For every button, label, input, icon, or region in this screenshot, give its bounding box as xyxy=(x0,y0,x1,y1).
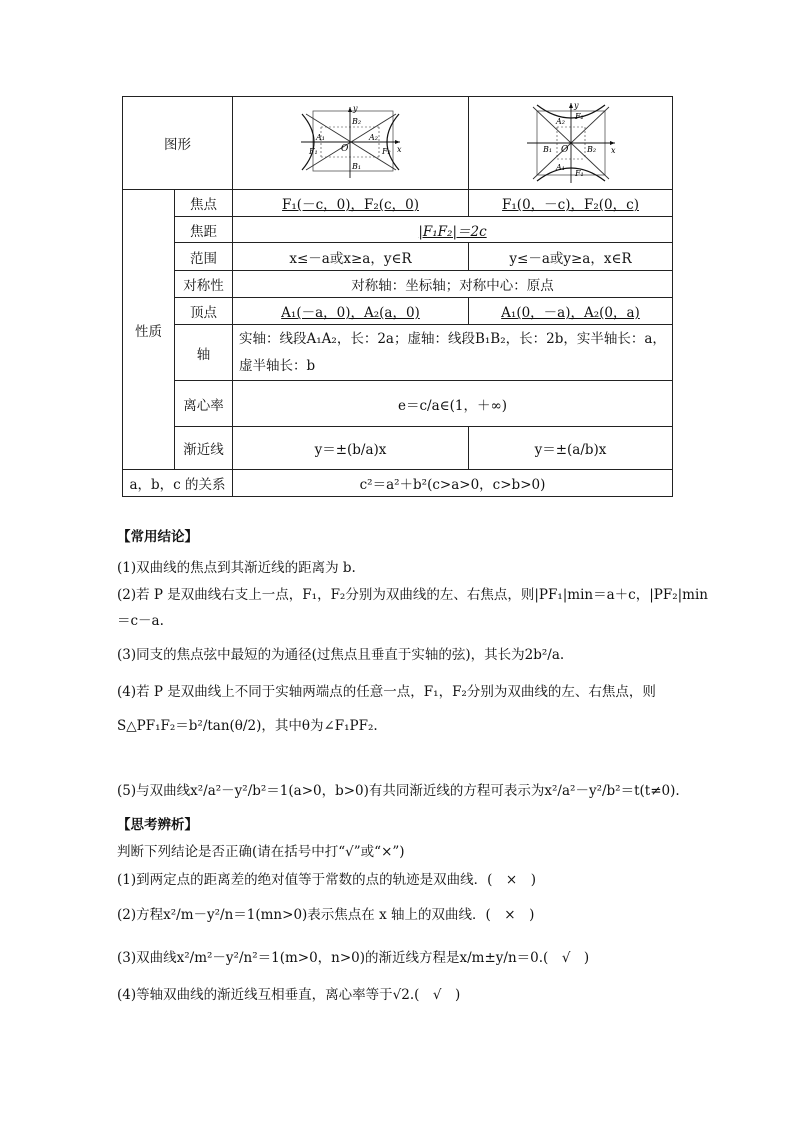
conclusions-heading: 【常用结论】 xyxy=(117,529,198,545)
b2-label: B₂ xyxy=(351,117,361,126)
x-axis-label: x xyxy=(610,146,616,155)
conclusion-4-line-2: S△PF₁F₂＝b²/tan(θ/2)，其中θ为∠F₁PF₂. xyxy=(117,718,378,734)
conclusion-5: (5)与双曲线x²/a²－y²/b²＝1(a>0，b>0)有共同渐近线的方程可表示为x²/a²－y²/b²＝t(t≠0). xyxy=(117,783,680,799)
thinking-heading: 【思考辨析】 xyxy=(117,817,198,833)
b2-label: B₂ xyxy=(586,145,596,154)
thinking-intro: 判断下列结论是否正确(请在括号中打“√”或“×”) xyxy=(117,844,405,860)
origin-label: O xyxy=(560,145,568,155)
a2-label: A₂ xyxy=(555,117,565,126)
focus-vertical: F₁(0，－c)，F₂(0，c) xyxy=(469,190,673,217)
conclusion-3: (3)同支的焦点弦中最短的为通径(过焦点且垂直于实轴的弦)，其长为2b²/a. xyxy=(117,647,565,663)
axis-line-1: 实轴：线段A₁A₂，长：2a；虚轴：线段B₁B₂，长：2b，实半轴长：a， xyxy=(239,330,666,347)
axis-line-2: 虚半轴长：b xyxy=(239,357,316,374)
a1-label: A₁ xyxy=(555,163,565,172)
range-vertical: y≤－a或y≥a，x∈R xyxy=(469,243,673,271)
row-label-eccentricity: 离心率 xyxy=(175,381,233,427)
row-label-vertex: 顶点 xyxy=(175,298,233,325)
f1-label: F₁ xyxy=(574,169,584,178)
conclusion-1: (1)双曲线的焦点到其渐近线的距离为 b. xyxy=(117,560,356,576)
a1-label: A₁ xyxy=(315,133,325,142)
figure-label: 图形 xyxy=(123,97,233,190)
symmetry-value: 对称轴：坐标轴；对称中心：原点 xyxy=(233,271,673,298)
asymptote-horizontal: y＝±(b/a)x xyxy=(233,427,469,470)
b1-label: B₁ xyxy=(542,145,552,154)
asymptote-vertical: y＝±(a/b)x xyxy=(469,427,673,470)
vertex-vertical: A₁(0，－a)，A₂(0，a) xyxy=(469,298,673,325)
row-label-asymptote: 渐近线 xyxy=(175,427,233,470)
x-axis-label: x xyxy=(396,145,402,154)
origin-label: O xyxy=(340,144,348,154)
row-label-focus: 焦点 xyxy=(175,190,233,217)
conclusion-4-line-1: (4)若 P 是双曲线上不同于实轴两端点的任意一点，F₁，F₂分别为双曲线的左、右焦点，则 xyxy=(117,684,656,700)
row-label-symmetry: 对称性 xyxy=(175,271,233,298)
range-horizontal: x≤－a或x≥a，y∈R xyxy=(233,243,469,271)
vertex-horizontal: A₁(－a，0)，A₂(a，0) xyxy=(233,298,469,325)
f1-label: F₁ xyxy=(308,147,318,156)
row-label-axis: 轴 xyxy=(175,325,233,381)
axis-value xyxy=(233,325,673,381)
f2-label: F₂ xyxy=(381,147,391,156)
thinking-q2: (2)方程x²/m－y²/n＝1(mn>0)表示焦点在 x 轴上的双曲线．( × ) xyxy=(117,907,535,923)
f2-label: F₂ xyxy=(574,112,584,121)
a2-label: A₂ xyxy=(368,133,378,142)
relation-value: c²＝a²＋b²(c>a>0，c>b>0) xyxy=(233,470,673,497)
y-axis-label: y xyxy=(573,101,579,110)
thinking-q3: (3)双曲线x²/m²－y²/n²＝1(m>0，n>0)的渐近线方程是x/m±y/n＝0.( √ ) xyxy=(117,950,590,966)
hyperbola-property-table xyxy=(122,96,673,497)
row-label-range: 范围 xyxy=(175,243,233,271)
focal-length-value: |F₁F₂|＝2c xyxy=(233,217,673,243)
conclusion-2-line-1: (2)若 P 是双曲线右支上一点，F₁，F₂分别为双曲线的左、右焦点，则|PF₁|min＝a＋c，|PF₂|min xyxy=(117,587,708,603)
row-label-relation: a，b，c 的关系 xyxy=(123,470,233,497)
figure-horizontal-hyperbola xyxy=(233,97,469,190)
focus-horizontal: F₁(－c，0)，F₂(c，0) xyxy=(233,190,469,217)
thinking-q1: (1)到两定点的距离差的绝对值等于常数的点的轨迹是双曲线．( × ) xyxy=(117,872,536,888)
conclusion-2-line-2: ＝c－a. xyxy=(117,613,164,629)
row-label-focal-length: 焦距 xyxy=(175,217,233,243)
properties-label: 性质 xyxy=(123,190,175,470)
y-axis-label: y xyxy=(352,104,358,113)
figure-vertical-hyperbola xyxy=(469,97,673,190)
eccentricity-value: e＝c/a∈(1，＋∞) xyxy=(233,381,673,427)
b1-label: B₁ xyxy=(351,162,361,171)
thinking-q4: (4)等轴双曲线的渐近线互相垂直，离心率等于√2.( √ ) xyxy=(117,987,461,1003)
